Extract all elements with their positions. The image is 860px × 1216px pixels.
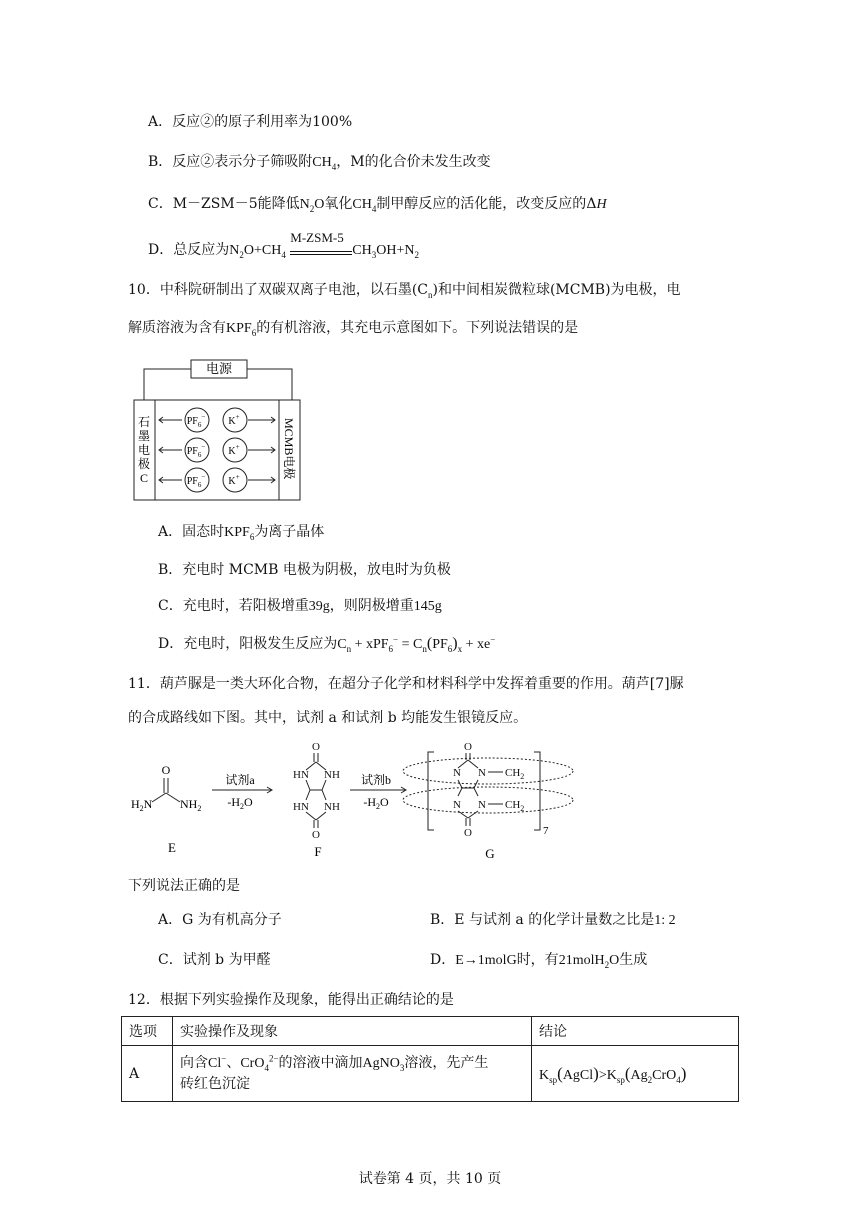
q9-option-a: A．反应②的原子利用率为100% (148, 114, 353, 130)
q10-option-b: B．充电时 MCMB 电极为阴极，放电时为负极 (158, 562, 451, 578)
svg-text:HN: HN (293, 801, 309, 813)
svg-text:N: N (453, 799, 461, 811)
q9-option-c: C．M－ZSM－5能降低$N_2O$氧化$CH_4$制甲醇反应的活化能，改变反应的ΔH (148, 196, 607, 214)
svg-text:CH2: $CH_2$ (505, 799, 525, 813)
catalyst-arrow: M-ZSM-5 (290, 240, 352, 260)
power-source-label: 电源 (205, 361, 233, 376)
svg-text:N: N (453, 767, 461, 779)
label-g: G (485, 846, 495, 861)
header-option: 选项 (122, 1017, 173, 1046)
synthesis-scheme (128, 738, 588, 864)
battery-diagram (132, 356, 304, 504)
q11-stem-line2: 的合成路线如下图。其中，试剂 a 和试剂 b 均能发生银镜反应。 (128, 710, 528, 726)
q10-option-a: A．固态时$KPF_6$为离子晶体 (158, 524, 325, 542)
reagent-a-label: 试剂a (225, 773, 255, 787)
water-loss-2: $-H_2O$ (363, 795, 389, 811)
svg-text:PF6−: $PF_6^-$ (186, 443, 206, 459)
svg-text:PF6−: $PF_6^-$ (186, 473, 206, 489)
svg-text:HN: HN (293, 769, 309, 781)
svg-text:NH2: $NH_2$ (180, 797, 202, 813)
compound-f-structure (293, 741, 340, 841)
water-loss-1: $-H_2O$ (227, 795, 253, 811)
compound-e-structure (131, 763, 201, 813)
svg-text:O: O (312, 829, 320, 841)
svg-text:NH: NH (324, 801, 340, 813)
svg-text:N: N (478, 767, 486, 779)
row-a-conclusion: $K_{sp}(AgCl)>K_{sp}(Ag_2CrO_4)$ (532, 1046, 739, 1102)
svg-text:CH2: $CH_2$ (505, 767, 525, 781)
svg-text:墨: 墨 (137, 429, 151, 443)
left-wire (144, 369, 191, 400)
header-conclusion: 结论 (532, 1017, 739, 1046)
svg-text:O: O (312, 741, 320, 753)
header-operation: 实验操作及现象 (173, 1017, 532, 1046)
table-row (122, 1046, 739, 1102)
svg-text:C: C (139, 471, 149, 485)
q10-option-d: D．充电时，阳极发生反应为$C_n + xPF_6^- = C_n(PF_6)_x + xe^-$ (158, 634, 496, 654)
q12-table (121, 1016, 739, 1102)
row-a-operation: 向含Cl−、CrO$_4^{2-}$的溶液中滴加AgNO$_3$溶液，先产生 砖红色沉淀 (173, 1046, 532, 1102)
svg-text:K+: K+ (228, 473, 240, 487)
svg-text:H2N: $H_2N$ (131, 797, 153, 813)
right-electrode-label: MCMB电极 (282, 418, 296, 480)
label-e: E (168, 840, 176, 855)
q10-stem-line1: 10．中科院研制出了双碳双离子电池，以石墨$(C_n)$和中间相炭微粒球(MCMB)为电极，电 (128, 282, 681, 300)
q9-option-b: B．反应②表示分子筛吸附$CH_4$，M的化合价未发生改变 (148, 154, 491, 172)
q11-option-b: B．E 与试剂 a 的化学计量数之比是1: 2 (430, 912, 676, 928)
svg-text:K+: K+ (228, 443, 240, 457)
svg-text:O: O (464, 827, 472, 839)
q11-stem-line1: 11．葫芦脲是一类大环化合物，在超分子化学和材料科学中发挥着重要的作用。葫芦[7]脲 (128, 676, 684, 692)
svg-text:O: O (464, 741, 472, 753)
q11-option-a: A．G 为有机高分子 (158, 912, 282, 928)
q11-intro: 下列说法正确的是 (128, 878, 240, 894)
row-a-option: A (122, 1046, 173, 1102)
q11-option-c: C．试剂 b 为甲醛 (158, 952, 271, 968)
svg-text:石: 石 (137, 415, 151, 429)
right-wire (247, 369, 292, 400)
repeat-count: 7 (543, 825, 549, 837)
svg-text:极: 极 (137, 457, 151, 471)
table-header-row (122, 1017, 739, 1046)
q10-option-c: C．充电时，若阳极增重39g，则阴极增重145g (158, 598, 442, 614)
svg-text:电: 电 (137, 443, 151, 457)
svg-text:PF6−: $PF_6^-$ (186, 413, 206, 429)
svg-text:K+: K+ (228, 413, 240, 427)
reagent-b-label: 试剂b (360, 773, 392, 787)
q10-stem-line2: 解质溶液为含有$KPF_6$的有机溶液，其充电示意图如下。下列说法错误的是 (128, 320, 579, 338)
q11-option-d: D．E→1molG时，有21molH$_2$O生成 (430, 952, 648, 970)
svg-text:O: O (161, 763, 171, 777)
q12-stem: 12．根据下列实验操作及现象，能得出正确结论的是 (128, 992, 454, 1008)
svg-text:N: N (478, 799, 486, 811)
q9-option-d: D．总反应为$N_2O+CH_4$ M-ZSM-5 $CH_3OH+N_2$ (148, 230, 419, 260)
page-footer: 试卷第 4 页，共 10 页 (358, 1171, 502, 1187)
svg-text:NH: NH (324, 769, 340, 781)
label-f: F (314, 844, 322, 859)
